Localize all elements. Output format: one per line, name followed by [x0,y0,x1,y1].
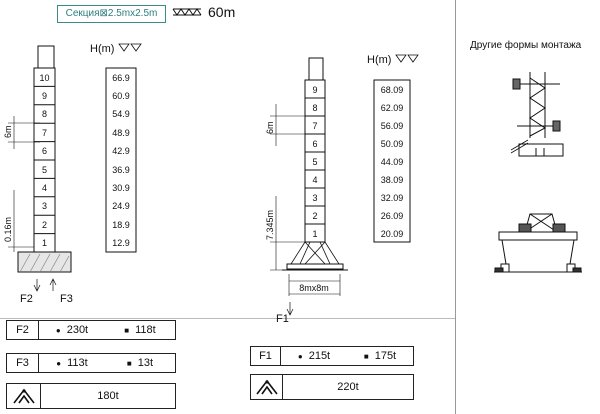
segment-label: 8 [312,103,318,113]
segment-label: 5 [312,157,318,167]
height-value: 56.09 [380,121,404,131]
hook-icon [396,55,418,62]
weight-icon [251,375,283,399]
segment-label: 7 [41,128,48,138]
height-value: 36.9 [112,165,130,175]
height-column-header: H(m) [367,54,392,66]
force-label-f3: F3 [60,293,73,305]
section-size-label: Секция⊠2.5mx2.5m [57,5,166,23]
f1-dot-value: ● 215t [281,347,347,365]
segment-height-dimension: 6m [265,121,275,134]
height-value: 32.09 [380,193,404,203]
height-value: 30.9 [112,183,130,193]
f2-square-value: ■ 118t [105,321,175,339]
right-heights [381,85,404,239]
height-value: 68.09 [380,85,404,95]
left-weight-table [6,383,176,409]
hook-icon [119,44,141,51]
base-height-dimension: 0.16m [3,216,13,242]
segment-label: 3 [312,193,318,203]
left-heights [112,73,130,248]
climbing-frame-illustration [511,72,563,156]
base-size-dimension: 8mx8m [299,283,329,293]
table-label: F3 [7,354,39,372]
table-label: F2 [7,321,39,339]
right-weight-table [250,374,414,400]
height-value: 48.9 [112,128,130,138]
height-value: 20.09 [380,229,404,239]
segment-label: 2 [41,220,48,230]
gantry-illustration [494,214,582,272]
height-value: 60.9 [112,91,130,101]
force-label-f1: F1 [276,313,289,325]
height-value: 38.09 [380,175,404,185]
segment-height-dimension: 6m [3,125,13,138]
f1-square-value: ■ 175t [347,347,413,365]
max-height-label: 60m [208,4,236,20]
left-weight-value: 180t [97,390,119,402]
segment-label: 4 [41,183,48,193]
segment-label: 8 [41,109,48,119]
segment-label: 7 [312,121,318,131]
segment-label: 10 [39,73,50,83]
height-value: 66.9 [112,73,130,83]
segment-label: 6 [312,139,318,149]
height-column-header: H(m) [90,43,115,55]
right-tower [270,58,348,315]
other-forms-title: Другие формы монтажа [470,40,582,51]
f3-square-value: ■ 13t [105,354,175,372]
height-value: 18.9 [112,220,130,230]
height-value: 26.09 [380,211,404,221]
height-value: 42.9 [112,146,130,156]
segment-label: 9 [312,85,318,95]
segment-label: 1 [41,238,48,248]
height-value: 44.09 [380,157,404,167]
f2-dot-value: ● 230t [39,321,105,339]
segment-label: 4 [312,175,318,185]
right-weight-value: 220t [337,381,359,393]
segment-label: 9 [41,91,48,101]
height-value: 54.9 [112,109,130,119]
f1-load-table [250,346,414,366]
height-value: 12.9 [112,238,130,248]
f3-load-table [6,353,176,373]
base-height-dimension: 7.345m [265,209,275,240]
height-value: 24.9 [112,201,130,211]
segment-label: 2 [312,211,318,221]
segment-label: 5 [41,165,48,175]
height-value: 50.09 [380,139,404,149]
height-value: 62.09 [380,103,404,113]
weight-icon [7,384,41,408]
table-label: F1 [251,347,281,365]
f2-load-table [6,320,176,340]
segment-label: 3 [41,201,48,211]
force-label-f2: F2 [20,293,33,305]
segment-label: 1 [312,229,318,239]
f3-dot-value: ● 113t [39,354,105,372]
segment-label: 6 [41,146,48,156]
right-segment-numbers [312,85,317,239]
